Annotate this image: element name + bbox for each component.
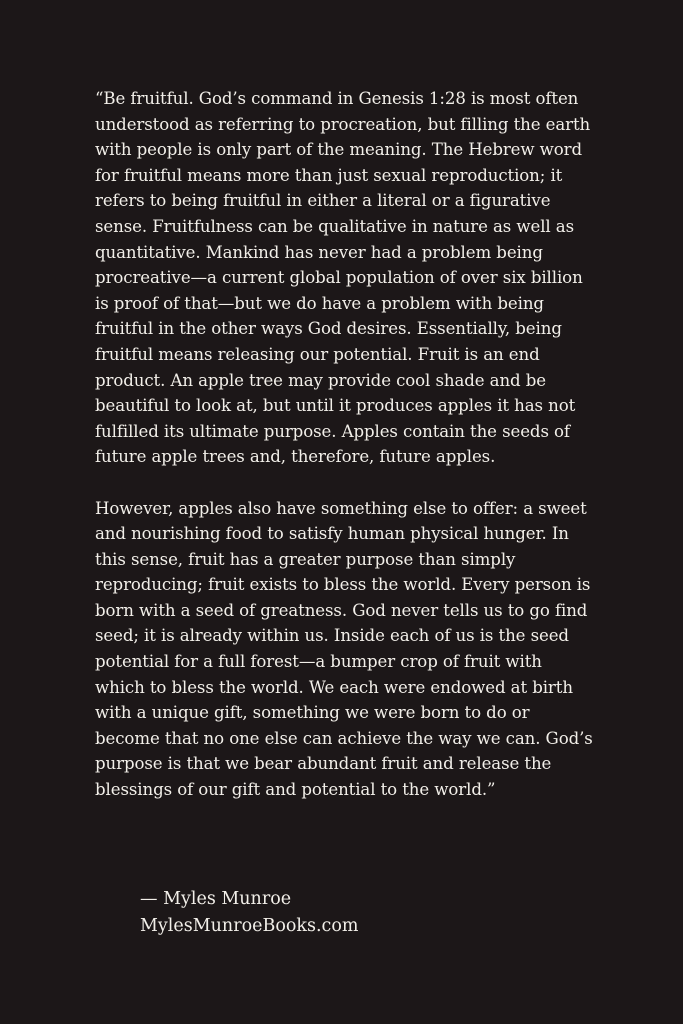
quote-line: quantitative. Mankind has never had a problem being: [95, 242, 543, 262]
quote-paragraph-1: [95, 86, 595, 470]
author-name: — Myles Munroe: [140, 889, 292, 909]
attribution: [140, 886, 358, 940]
quote-line: However, apples also have something else to offer: a sweet: [95, 498, 587, 518]
quote-paragraph-2: [95, 496, 595, 803]
quote-line: beautiful to look at, but until it produces apples it has not: [95, 396, 576, 416]
quote-line: blessings of our gift and potential to the world.”: [95, 780, 496, 800]
quote-line: which to bless the world. We each were endowed at birth: [95, 677, 573, 697]
quote-line: refers to being fruitful in either a literal or a figurative: [95, 191, 551, 211]
quote-line: product. An apple tree may provide cool shade and be: [95, 370, 546, 390]
website-text: MylesMunroeBooks.com: [140, 916, 359, 936]
quote-text: [95, 86, 595, 803]
quote-line: with people is only part of the meaning. The Hebrew word: [95, 140, 583, 160]
quote-line: reproducing; fruit exists to bless the world. Every person is: [95, 575, 591, 595]
quote-line: fruitful in the other ways God desires. Essentially, being: [95, 319, 562, 339]
quote-line: “Be fruitful. God’s command in Genesis 1:28 is most often: [95, 89, 579, 108]
paragraph-spacer: [95, 470, 595, 496]
quote-line: this sense, fruit has a greater purpose than simply: [95, 549, 516, 569]
quote-line: purpose is that we bear abundant fruit and release the: [95, 754, 552, 774]
quote-line: is proof of that—but we do have a problem with being: [95, 293, 544, 313]
quote-line: born with a seed of greatness. God never tells us to go find: [95, 600, 588, 620]
quote-line: become that no one else can achieve the way we can. God’s: [95, 728, 593, 748]
quote-line: fruitful means releasing our potential. Fruit is an end: [95, 344, 540, 364]
quote-line: and nourishing food to satisfy human physical hunger. In: [95, 524, 569, 544]
quote-line: for fruitful means more than just sexual reproduction; it: [95, 165, 563, 185]
quote-line: understood as referring to procreation, but filling the earth: [95, 114, 591, 134]
quote-line: sense. Fruitfulness can be qualitative in nature as well as: [95, 216, 574, 236]
quote-line: potential for a full forest—a bumper crop of fruit with: [95, 652, 542, 672]
quote-line: fulfilled its ultimate purpose. Apples contain the seeds of: [95, 421, 570, 441]
quote-line: procreative—a current global population of over six billion: [95, 268, 583, 288]
quote-line: with a unique gift, something we were born to do or: [95, 703, 530, 723]
quote-line: future apple trees and, therefore, future apples.: [95, 447, 496, 467]
quote-line: seed; it is already within us. Inside each of us is the seed: [95, 626, 569, 646]
